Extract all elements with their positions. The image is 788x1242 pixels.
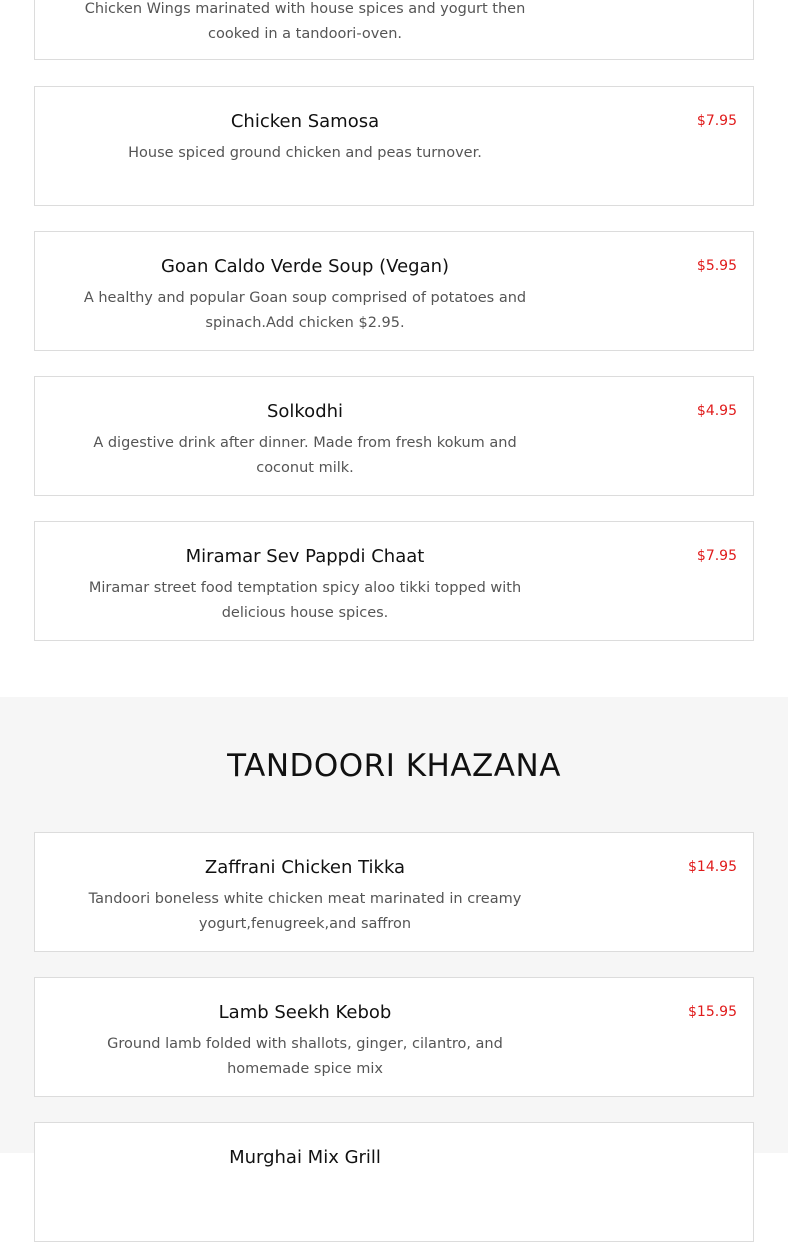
menu-item-text <box>75 87 535 166</box>
menu-item-text <box>75 1123 535 1177</box>
menu-item-name: Zaffrani Chicken Tikka <box>204 857 406 878</box>
menu-item-name: Murghai Mix Grill <box>229 1147 381 1168</box>
menu-item-price: $5.95 <box>696 258 737 274</box>
menu-item-text <box>75 978 535 1082</box>
section-title: TANDOORI KHAZANA <box>227 748 561 784</box>
menu-item-text <box>75 522 535 626</box>
menu-item-name: Miramar Sev Pappdi Chaat <box>185 546 425 567</box>
menu-item-name: Goan Caldo Verde Soup (Vegan) <box>160 256 450 277</box>
menu-item-description: Ground lamb folded with shallots, ginger, cilantro, and homemade spice mix <box>107 1036 503 1077</box>
menu-item-name: Chicken Samosa <box>230 111 380 132</box>
menu-item-price: $4.95 <box>696 403 737 419</box>
menu-item-text <box>75 232 535 336</box>
menu-item-card <box>34 0 754 60</box>
menu-item-description: A digestive drink after dinner. Made from fresh kokum and coconut milk. <box>93 435 517 476</box>
menu-item-name: Lamb Seekh Kebob <box>218 1002 392 1023</box>
menu-item-description: House spiced ground chicken and peas turnover. <box>128 145 482 161</box>
menu-item-description: Tandoori boneless white chicken meat marinated in creamy yogurt,fenugreek,and saffron <box>88 891 522 932</box>
menu-item-description: Chicken Wings marinated with house spices and yogurt then cooked in a tandoori-oven. <box>84 1 526 42</box>
menu-item-card <box>34 977 754 1097</box>
menu-item-name: Solkodhi <box>266 401 344 422</box>
menu-item-card <box>34 1122 754 1242</box>
menu-item-price: $14.95 <box>688 859 737 875</box>
menu-item-card <box>34 521 754 641</box>
menu-item-text <box>75 833 535 937</box>
menu-item-card <box>34 376 754 496</box>
menu-item-price: $7.95 <box>696 113 737 129</box>
menu-item-price: $15.95 <box>688 1004 737 1020</box>
menu-item-card <box>34 832 754 952</box>
menu-item-text <box>75 377 535 481</box>
menu-item-card <box>34 231 754 351</box>
menu-item-price: $7.95 <box>696 548 737 564</box>
menu-item-description: Miramar street food temptation spicy aloo tikki topped with delicious house spices. <box>88 580 522 621</box>
menu-item-description: A healthy and popular Goan soup comprised of potatoes and spinach.Add chicken $2.95. <box>83 290 527 331</box>
menu-item-card <box>34 86 754 206</box>
menu-item-text <box>75 1 535 47</box>
